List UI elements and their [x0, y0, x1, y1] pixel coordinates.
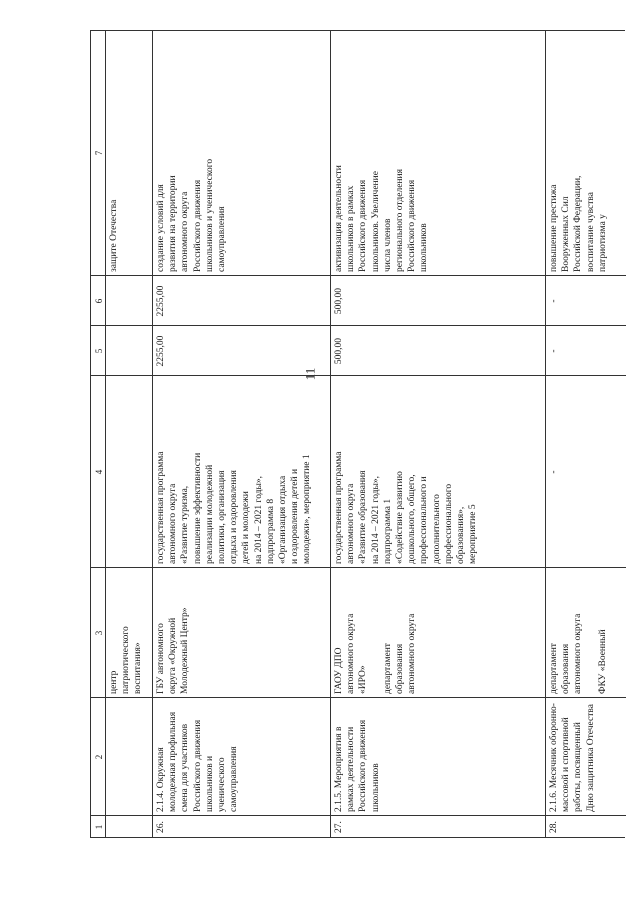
- table-border-right: [90, 30, 625, 31]
- table-row-continuation: [105, 30, 153, 838]
- executor: департамент образования автономного округа ФКУ «Военный: [549, 613, 608, 694]
- rotated-table: [90, 30, 625, 838]
- row-number: 28.: [549, 821, 559, 833]
- activity-name: 2.1.6. Месячник оборонно- массовой и спортивной работы, посвященный Дню защитника Отечества: [549, 703, 596, 812]
- amount-year: 500,00: [334, 287, 344, 315]
- header-col-1: 1: [94, 824, 104, 830]
- header-col-7: 7: [94, 150, 104, 156]
- row-number: 26.: [156, 821, 166, 833]
- amount-total: 2255,00: [156, 335, 166, 367]
- funding-program: государственная программа автономного округа «Развитие образования на 2014 – 2021 годы», подпрограмма 1 «Содействие развитию дошкольного, общего, профессионального и дополнительного профессионального образования», мероприятие 5: [334, 451, 479, 564]
- amount-total: -: [549, 349, 559, 353]
- table-row: [330, 30, 546, 838]
- table-border-left: [90, 837, 625, 838]
- header-col-4: 4: [94, 469, 104, 475]
- table-row: [545, 30, 626, 838]
- row-number: 27.: [334, 821, 344, 833]
- amount-year: -: [549, 299, 559, 303]
- funding-program: государственная программа автономного округа «Развитие туризма, повышение эффективности реализации молодежной политики, организация отдыха и оздоровления детей и молодежи на 2014 – 2021 годы», подпрограмма 8 «Организация отдыха и оздоровления детей и молодежи», мероприятие 1: [156, 451, 313, 564]
- activity-name: 2.1.5. Мероприятия в рамках деятельности Российского движения школьников: [334, 719, 381, 812]
- table-row: [152, 30, 331, 838]
- page-number: 11: [302, 367, 318, 381]
- activity-name: 2.1.4. Окружная молодежная профильная смена для участников Российского движения школьников и ученического самоуправления: [156, 711, 240, 812]
- executor: ГБУ автономного округа «Окружной Молодежный Центр»: [156, 607, 191, 694]
- continuation-result: защите Отечества: [109, 199, 119, 272]
- header-col-3: 3: [94, 630, 104, 636]
- table-header-row: [90, 30, 106, 838]
- funding-program: -: [549, 470, 559, 474]
- expected-result: активизация деятельности школьников в рамках Российского движения школьников. Увеличение числа членов регионального отделения Российского движения школьников: [334, 165, 430, 272]
- amount-total: 500,00: [334, 337, 344, 365]
- header-col-6: 6: [94, 298, 104, 304]
- expected-result: создание условий для развития на территории автономного округа Российского движения школьников и ученического самоуправления: [156, 158, 228, 272]
- amount-year: 2255,00: [156, 285, 166, 317]
- expected-result: повышение престижа Вооруженных Сил Российской Федерации, воспитание чувства патриотизма у: [549, 175, 608, 272]
- continuation-executor: центр патриотического воспитания»: [109, 626, 144, 694]
- header-col-5: 5: [94, 348, 104, 354]
- header-col-2: 2: [94, 754, 104, 760]
- executor: ГАОУ ДПО автономного округа «ИРО» департамент образования автономного округа: [334, 613, 418, 694]
